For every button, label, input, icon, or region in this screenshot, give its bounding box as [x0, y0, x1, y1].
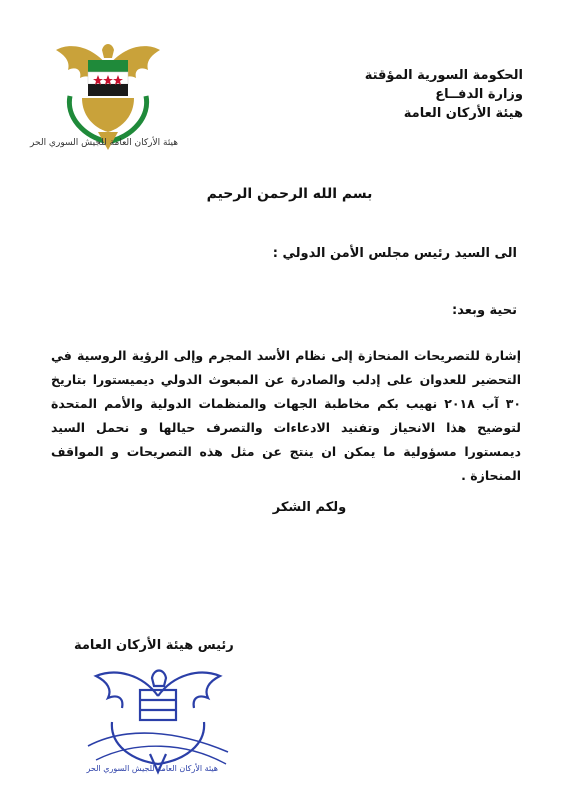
header-staff: هيئة الأركان العامة	[403, 106, 523, 121]
letterhead	[343, 66, 523, 123]
greeting: تحية وبعد:	[452, 303, 517, 318]
letter-body: إشارة للتصريحات المنحازة إلى نظام الأسد المجرم وإلى الرؤية الروسية في التحضير للعدوان على إدلب والصادرة عن المبعوث الدولي ديميستورا بتاريخ ٣٠ آب ٢٠١٨ نهيب بكم مخاطبة الجهات والمنظمات الدولية والأمم المتحدة لتوضيح هذا الانحياز وتفنيد الادعاءات والتصرف حيالها و نحمل السيد ديمستورا مسؤولية ما يمكن ان ينتج عن مثل هذه التصريحات و المواقف المنحازة .	[51, 348, 521, 483]
addressee: الى السيد رئيس مجلس الأمن الدولي :	[272, 246, 517, 261]
closing-thanks: ولكم الشكر	[272, 500, 347, 515]
header-ministry: وزارة الدفــاع	[435, 87, 523, 102]
signature-title: رئيس هيئة الأركان العامة	[74, 638, 234, 653]
stamp-caption: هيئة الأركان العامة للجيش السوري الحر	[86, 764, 218, 773]
eagle-emblem-icon	[52, 36, 164, 154]
header-government: الحكومة السورية المؤقتة	[364, 68, 523, 83]
basmala: بسم الله الرحمن الرحيم	[206, 186, 373, 202]
emblem-caption: هيئة الأركان العامة للجيش السوري الحر	[30, 138, 178, 148]
